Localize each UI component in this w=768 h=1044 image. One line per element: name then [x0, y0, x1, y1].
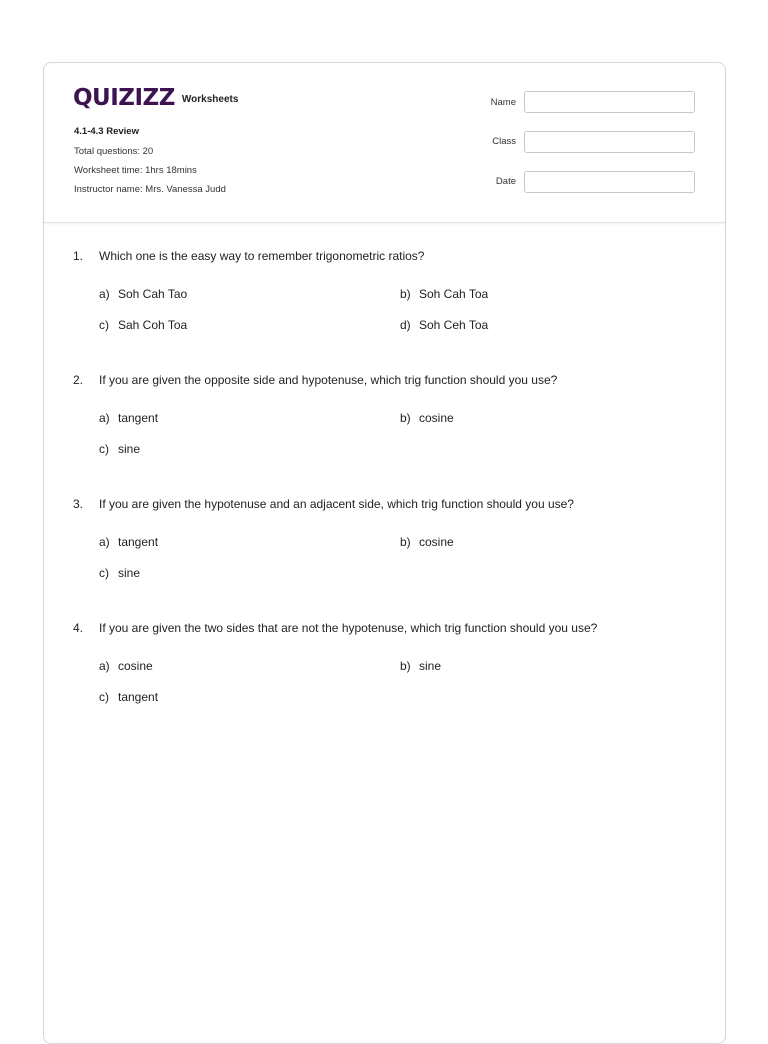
- option-text: tangent: [118, 690, 159, 704]
- question-stem: If you are given the two sides that are not the hypotenuse, which trig function should you use?: [99, 621, 598, 635]
- option-letter: c): [99, 690, 109, 704]
- option-b: [400, 659, 441, 673]
- quizizz-logo: QUIZIZZ: [73, 85, 175, 111]
- option-letter: b): [400, 659, 411, 673]
- class-field[interactable]: [524, 131, 695, 153]
- name-field[interactable]: [524, 91, 695, 113]
- option-letter: a): [99, 411, 110, 425]
- option-letter: b): [400, 287, 411, 301]
- option-c: [99, 690, 158, 704]
- option-text: cosine: [118, 659, 153, 673]
- option-text: tangent: [118, 411, 159, 425]
- name-label: Name: [490, 97, 516, 108]
- option-a: [99, 535, 158, 549]
- option-letter: b): [400, 411, 411, 425]
- question-number: 1.: [73, 249, 84, 263]
- option-text: tangent: [118, 535, 159, 549]
- instructor-name: Instructor name: Mrs. Vanessa Judd: [74, 184, 226, 195]
- option-d: [400, 318, 488, 332]
- date-label: Date: [495, 176, 516, 187]
- worksheet-page: [43, 62, 726, 1044]
- option-a: [99, 411, 158, 425]
- option-text: Soh Cah Toa: [419, 287, 489, 301]
- question-stem: Which one is the easy way to remember trigonometric ratios?: [99, 249, 425, 263]
- total-questions: Total questions: 20: [74, 146, 154, 157]
- option-letter: b): [400, 535, 411, 549]
- option-text: Soh Ceh Toa: [419, 318, 489, 332]
- date-field[interactable]: [524, 171, 695, 193]
- option-text: cosine: [419, 411, 454, 425]
- option-c: [99, 442, 140, 456]
- worksheet-title: 4.1-4.3 Review: [74, 126, 139, 137]
- option-letter: a): [99, 535, 110, 549]
- option-letter: a): [99, 287, 110, 301]
- option-text: sine: [419, 659, 442, 673]
- brand-label: Worksheets: [181, 94, 239, 105]
- option-letter: c): [99, 566, 109, 580]
- question-number: 3.: [73, 497, 84, 511]
- option-letter: c): [99, 442, 109, 456]
- option-letter: c): [99, 318, 109, 332]
- option-a: [99, 287, 187, 301]
- option-c: [99, 566, 140, 580]
- option-a: [99, 659, 153, 673]
- brand: [73, 85, 238, 111]
- question-stem: If you are given the opposite side and hypotenuse, which trig function should you use?: [99, 373, 558, 387]
- option-b: [400, 535, 454, 549]
- option-letter: a): [99, 659, 110, 673]
- class-label: Class: [492, 136, 516, 147]
- option-text: cosine: [419, 535, 454, 549]
- option-text: sine: [118, 566, 141, 580]
- option-b: [400, 411, 454, 425]
- option-text: Sah Coh Toa: [118, 318, 188, 332]
- option-letter: d): [400, 318, 411, 332]
- option-text: sine: [118, 442, 141, 456]
- option-c: [99, 318, 187, 332]
- option-text: Soh Cah Tao: [118, 287, 188, 301]
- question-number: 4.: [73, 621, 84, 635]
- worksheet-header: [44, 63, 725, 223]
- question-number: 2.: [73, 373, 84, 387]
- worksheet-time: Worksheet time: 1hrs 18mins: [74, 165, 197, 176]
- question-stem: If you are given the hypotenuse and an adjacent side, which trig function should you use?: [99, 497, 574, 511]
- option-b: [400, 287, 488, 301]
